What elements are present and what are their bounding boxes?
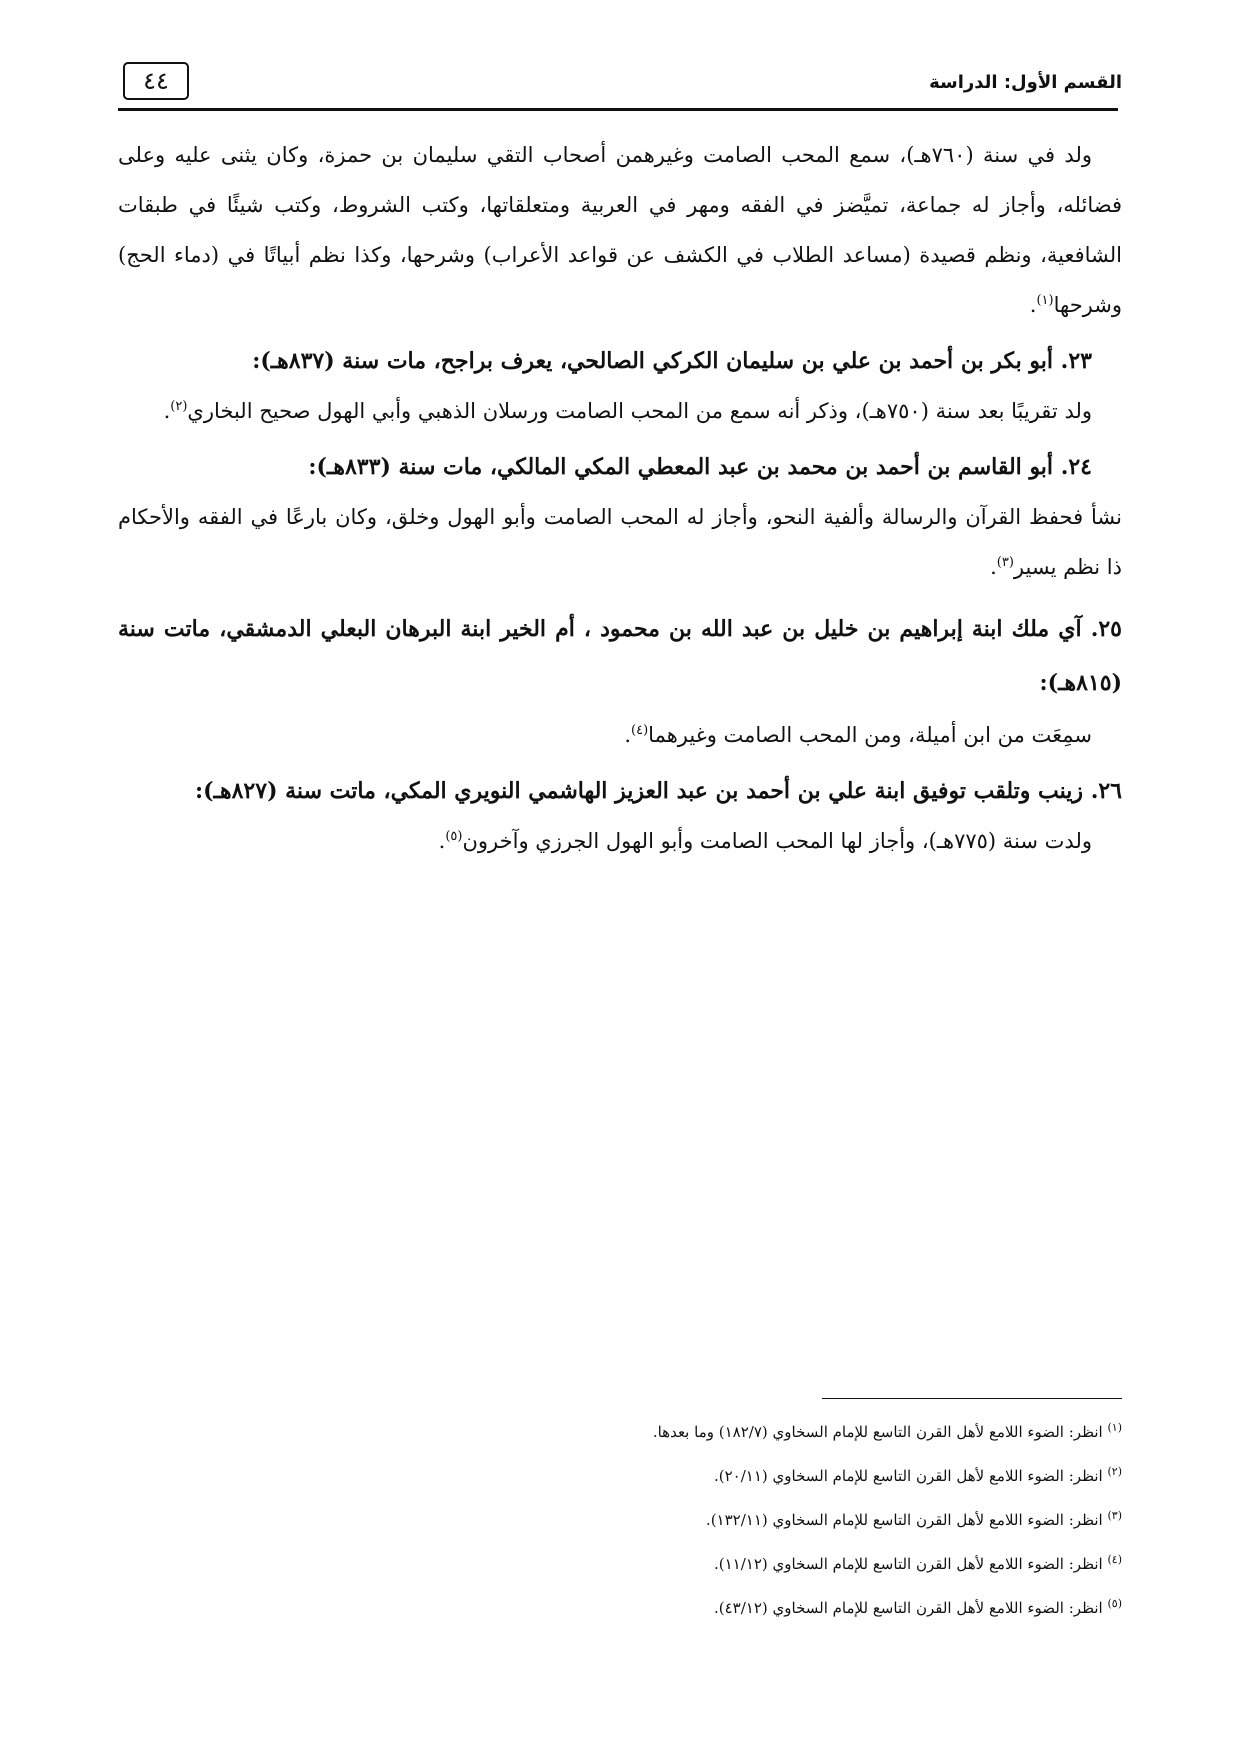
header-divider (118, 108, 1118, 111)
footnote-reference-2: (٢) (170, 399, 188, 414)
section-title: القسم الأول: الدراسة (929, 72, 1122, 93)
entry-24-heading: ٢٤. أبو القاسم بن أحمد بن محمد بن عبد المعطي المكي المالكي، مات سنة (٨٣٣هـ): (308, 454, 1092, 480)
footnote-1-text: انظر: الضوء اللامع لأهل القرن التاسع للإمام السخاوي (١٨٢/٧) وما بعدها. (652, 1423, 1108, 1441)
footnote-4-text: انظر: الضوء اللامع لأهل القرن التاسع للإمام السخاوي (١١/١٢). (713, 1555, 1108, 1573)
footnote-reference-1: (١) (1036, 293, 1054, 308)
entry-26-heading: ٢٦. زينب وتلقب توفيق ابنة علي بن أحمد بن عبد العزيز الهاشمي النويري المكي، ماتت سنة (٨٢٧هـ): (195, 778, 1122, 804)
footnote-1 (118, 1410, 1122, 1454)
footnotes (118, 1410, 1122, 1630)
entry-24-end: . (990, 555, 997, 579)
entry-26-body: ولدت سنة (٧٧٥هـ)، وأجاز لها المحب الصامت وأبو الهول الجرزي وآخرون (462, 829, 1092, 853)
footnote-5 (118, 1586, 1122, 1630)
entry-24-body: نشأ فحفظ القرآن والرسالة وألفية النحو، وأجاز له المحب الصامت وأبو الهول وخلق، وكان بارعًا في الفقه والأحكام ذا نظم يسير (118, 505, 1122, 579)
main-text (118, 130, 1122, 866)
intro-paragraph (118, 130, 1122, 330)
entry-23-end: . (163, 399, 171, 423)
entry-23-text (118, 386, 1122, 436)
footnote-4 (118, 1542, 1122, 1586)
footnote-reference-5: (٥) (445, 829, 463, 844)
footnote-5-mark: (٥) (1107, 1597, 1122, 1610)
entry-23-body: ولد تقريبًا بعد سنة (٧٥٠هـ)، وذكر أنه سمع من المحب الصامت ورسلان الذهبي وأبي الهول صحيح البخاري (187, 399, 1092, 423)
intro-paragraph-text: ولد في سنة (٧٦٠هـ)، سمع المحب الصامت وغيرهمن أصحاب التقي سليمان بن حمزة، وكان يثنى عليه وعلى فضائله، وأجاز له جماعة، تميَّضز في الفقه ومهر في العربية ومتعلقاتها، وكتب الشروط، وكتب شيئًا في طبقات الشافعية، ونظم قصيدة (مساعد الطلاب في الكشف عن قواعد الأعراب) وشرحها، وكذا نظم أبياتًا في (دماء الحج) وشرحها (118, 143, 1122, 317)
footnote-3-mark: (٣) (1107, 1509, 1122, 1522)
footnote-2-text: انظر: الضوء اللامع لأهل القرن التاسع للإمام السخاوي (٢٠/١١). (713, 1467, 1108, 1485)
footnote-2 (118, 1454, 1122, 1498)
footnote-4-mark: (٤) (1107, 1553, 1122, 1566)
footnote-1-mark: (١) (1107, 1421, 1122, 1434)
entry-23-heading: ٢٣. أبو بكر بن أحمد بن علي بن سليمان الكركي الصالحي، يعرف براجح، مات سنة (٨٣٧هـ): (252, 348, 1092, 374)
footnote-reference-3: (٣) (996, 555, 1014, 570)
intro-paragraph-end: . (1029, 293, 1037, 317)
entry-25-heading: ٢٥. آي ملك ابنة إبراهيم بن خليل بن عبد الله بن محمود ، أم الخير ابنة البرهان البعلي الدمشقي، ماتت سنة (٨١٥هـ): (118, 616, 1122, 696)
footnote-reference-4: (٤) (631, 723, 649, 738)
page-number: ٤٤ (123, 62, 189, 100)
entry-24-text (118, 492, 1122, 592)
footnote-2-mark: (٢) (1107, 1465, 1122, 1478)
footnote-5-text: انظر: الضوء اللامع لأهل القرن التاسع للإمام السخاوي (٤٣/١٢). (713, 1599, 1108, 1617)
footnote-3 (118, 1498, 1122, 1542)
entry-25-body: سمِعَت من ابن أميلة، ومن المحب الصامت وغيرهما (648, 723, 1092, 747)
entry-26-end: . (438, 829, 446, 853)
footnote-3-text: انظر: الضوء اللامع لأهل القرن التاسع للإمام السخاوي (١٣٢/١١). (705, 1511, 1108, 1529)
entry-26-text (118, 816, 1122, 866)
entry-25-end: . (624, 723, 632, 747)
entry-25-text (118, 710, 1122, 760)
footnote-divider (822, 1398, 1122, 1399)
